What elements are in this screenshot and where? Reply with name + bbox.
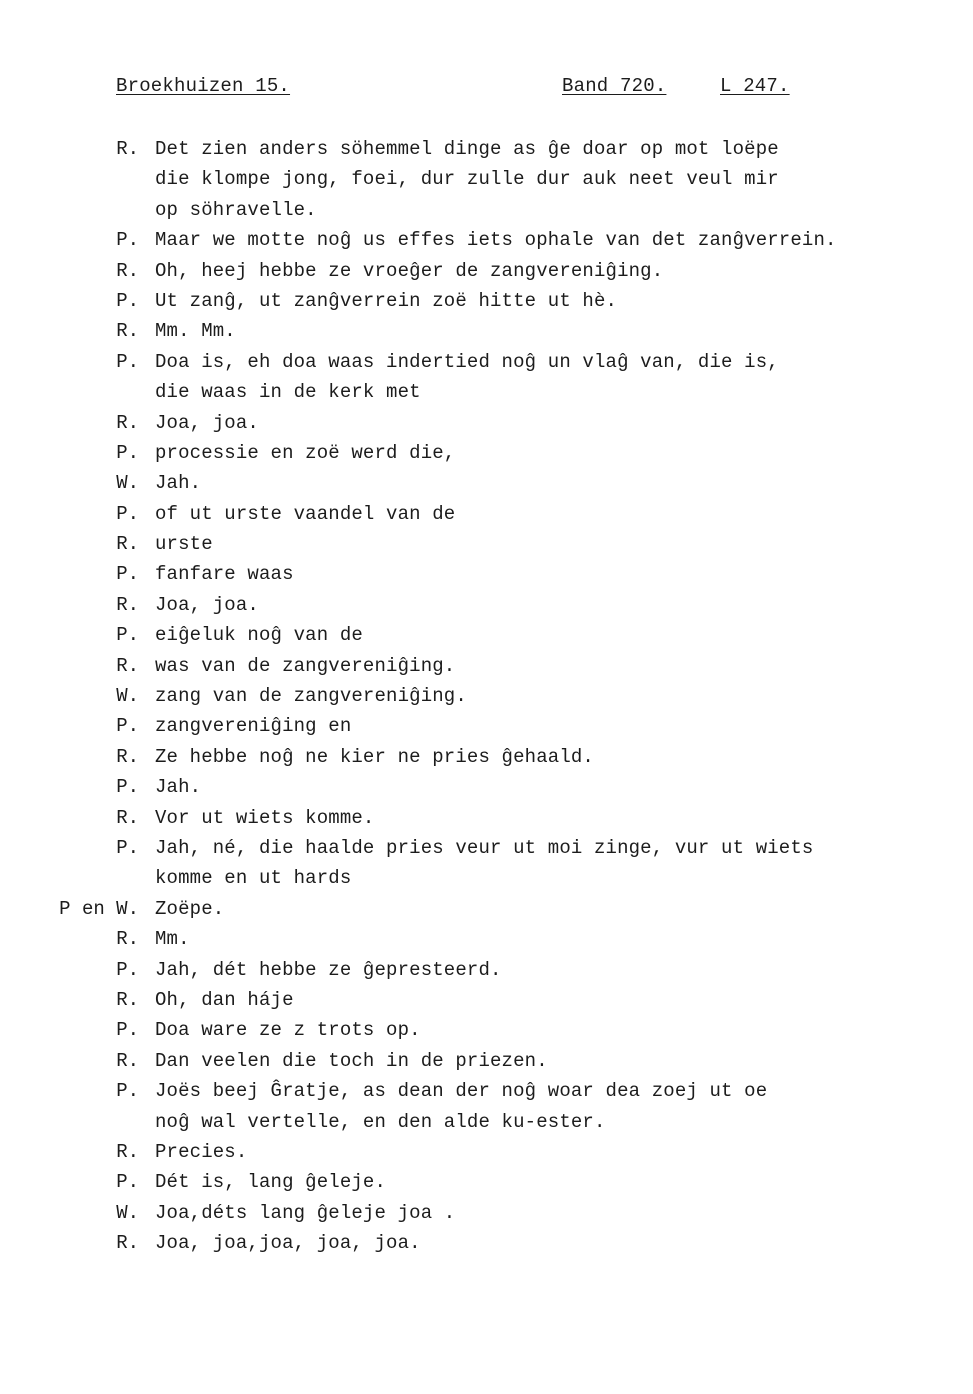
transcript-line xyxy=(0,559,973,589)
utterance-text: Jah, né, die haalde pries veur ut moi zinge, vur ut wiets xyxy=(155,836,814,859)
transcript-line xyxy=(0,863,973,893)
utterance-text: noĝ wal vertelle, en den alde ku-ester. xyxy=(155,1110,606,1133)
speaker-label: W. xyxy=(116,685,139,708)
speaker-label: R. xyxy=(116,806,139,829)
utterance-text: Jah, dét hebbe ze ĝepresteerd. xyxy=(155,958,502,981)
speaker-label: R. xyxy=(116,1232,139,1255)
speaker-label: P. xyxy=(116,958,139,981)
speaker-label: P en W. xyxy=(59,897,139,920)
utterance-text: Mm. xyxy=(155,928,190,951)
transcript-line xyxy=(0,1015,973,1045)
transcript-line xyxy=(0,468,973,498)
transcript-line xyxy=(0,1046,973,1076)
speaker-label: P. xyxy=(116,563,139,586)
speaker-label: P. xyxy=(116,836,139,859)
speaker-label: R. xyxy=(116,411,139,434)
utterance-text: Precies. xyxy=(155,1140,248,1163)
header-page-number: L 247. xyxy=(720,75,790,97)
transcript-line xyxy=(0,256,973,286)
utterance-text: Joës beej Ĝratje, as dean der noĝ woar dea zoej ut oe xyxy=(155,1080,768,1103)
utterance-text: Dan veelen die toch in de priezen. xyxy=(155,1049,548,1072)
utterance-text: Jah. xyxy=(155,472,202,495)
transcript-line xyxy=(0,164,973,194)
transcript-line xyxy=(0,1076,973,1106)
speaker-label: R. xyxy=(116,988,139,1011)
transcript-line xyxy=(0,772,973,802)
utterance-text: Doa ware ze z trots op. xyxy=(155,1019,421,1042)
header-title: Broekhuizen 15. xyxy=(116,75,291,97)
utterance-text: Dét is, lang ĝeleje. xyxy=(155,1171,387,1194)
transcript-line xyxy=(0,347,973,377)
speaker-label: R. xyxy=(116,1140,139,1163)
utterance-text: eiĝeluk noĝ van de xyxy=(155,624,363,647)
transcript-line xyxy=(0,134,973,164)
transcript-line xyxy=(0,742,973,772)
transcript-line xyxy=(0,286,973,316)
utterance-text: Oh, heej hebbe ze vroeĝer de zangvereniĝing. xyxy=(155,259,664,282)
transcript-line xyxy=(0,894,973,924)
speaker-label: P. xyxy=(116,441,139,464)
utterance-text: Mm. Mm. xyxy=(155,320,236,343)
transcript-line xyxy=(0,924,973,954)
utterance-text: Joa,déts lang ĝeleje joa . xyxy=(155,1201,456,1224)
transcript-line xyxy=(0,1167,973,1197)
utterance-text: op söhravelle. xyxy=(155,198,317,221)
utterance-text: Jah. xyxy=(155,776,202,799)
speaker-label: P. xyxy=(116,1019,139,1042)
transcript-line xyxy=(0,438,973,468)
utterance-text: fanfare waas xyxy=(155,563,294,586)
speaker-label: P. xyxy=(116,289,139,312)
utterance-text: Zoëpe. xyxy=(155,897,225,920)
utterance-text: die waas in de kerk met xyxy=(155,381,421,404)
transcript-line xyxy=(0,803,973,833)
speaker-label: P. xyxy=(116,350,139,373)
speaker-label: W. xyxy=(116,1201,139,1224)
speaker-label: R. xyxy=(116,654,139,677)
utterance-text: die klompe jong, foei, dur zulle dur auk neet veul mir xyxy=(155,168,779,191)
utterance-text: Joa, joa. xyxy=(155,411,259,434)
utterance-text: Doa is, eh doa waas indertied noĝ un vlaĝ van, die is, xyxy=(155,350,779,373)
speaker-label: R. xyxy=(116,928,139,951)
speaker-label: R. xyxy=(116,320,139,343)
speaker-label: P. xyxy=(116,1171,139,1194)
utterance-text: komme en ut hards xyxy=(155,867,352,890)
speaker-label: R. xyxy=(116,259,139,282)
utterance-text: Vor ut wiets komme. xyxy=(155,806,375,829)
transcript-line xyxy=(0,985,973,1015)
utterance-text: Joa, joa. xyxy=(155,593,259,616)
transcript-line xyxy=(0,1137,973,1167)
transcript-line xyxy=(0,681,973,711)
speaker-label: R. xyxy=(116,745,139,768)
speaker-label: P. xyxy=(116,1080,139,1103)
transcript-line xyxy=(0,316,973,346)
transcript-line xyxy=(0,590,973,620)
utterance-text: of ut urste vaandel van de xyxy=(155,502,456,525)
transcript-line xyxy=(0,833,973,863)
utterance-text: Maar we motte noĝ us effes iets ophale van det zanĝverrein. xyxy=(155,229,837,252)
speaker-label: R. xyxy=(116,1049,139,1072)
speaker-label: P. xyxy=(116,624,139,647)
speaker-label: P. xyxy=(116,715,139,738)
utterance-text: Oh, dan háje xyxy=(155,988,294,1011)
speaker-label: R. xyxy=(116,138,139,160)
speaker-label: R. xyxy=(116,593,139,616)
transcript-line xyxy=(0,195,973,225)
transcript-line xyxy=(0,1107,973,1137)
transcript-line xyxy=(0,1198,973,1228)
transcript-line xyxy=(0,955,973,985)
speaker-label: W. xyxy=(116,472,139,495)
speaker-label: P. xyxy=(116,502,139,525)
transcript-line xyxy=(0,377,973,407)
utterance-text: was van de zangvereniĝing. xyxy=(155,654,456,677)
transcript-line xyxy=(0,499,973,529)
transcript-line xyxy=(0,620,973,650)
transcript-line xyxy=(0,1228,973,1258)
utterance-text: processie en zoë werd die, xyxy=(155,441,456,464)
transcript-line xyxy=(0,408,973,438)
utterance-text: urste xyxy=(155,533,213,556)
utterance-text: zangvereniĝing en xyxy=(155,715,352,738)
utterance-text: Ze hebbe noĝ ne kier ne pries ĝehaald. xyxy=(155,745,594,768)
transcript-line xyxy=(0,651,973,681)
utterance-text: Joa, joa,joa, joa, joa. xyxy=(155,1232,421,1255)
transcript-line xyxy=(0,711,973,741)
transcript xyxy=(0,134,973,1258)
utterance-text: Det zien anders söhemmel dinge as ĝe doar op mot loëpe xyxy=(155,138,779,160)
speaker-label: R. xyxy=(116,533,139,556)
transcript-line xyxy=(0,225,973,255)
speaker-label: P. xyxy=(116,776,139,799)
utterance-text: zang van de zangvereniĝing. xyxy=(155,685,467,708)
speaker-label: P. xyxy=(116,229,139,252)
header-band-number: Band 720. xyxy=(562,75,667,97)
transcript-line xyxy=(0,529,973,559)
utterance-text: Ut zanĝ, ut zanĝverrein zoë hitte ut hè. xyxy=(155,289,618,312)
